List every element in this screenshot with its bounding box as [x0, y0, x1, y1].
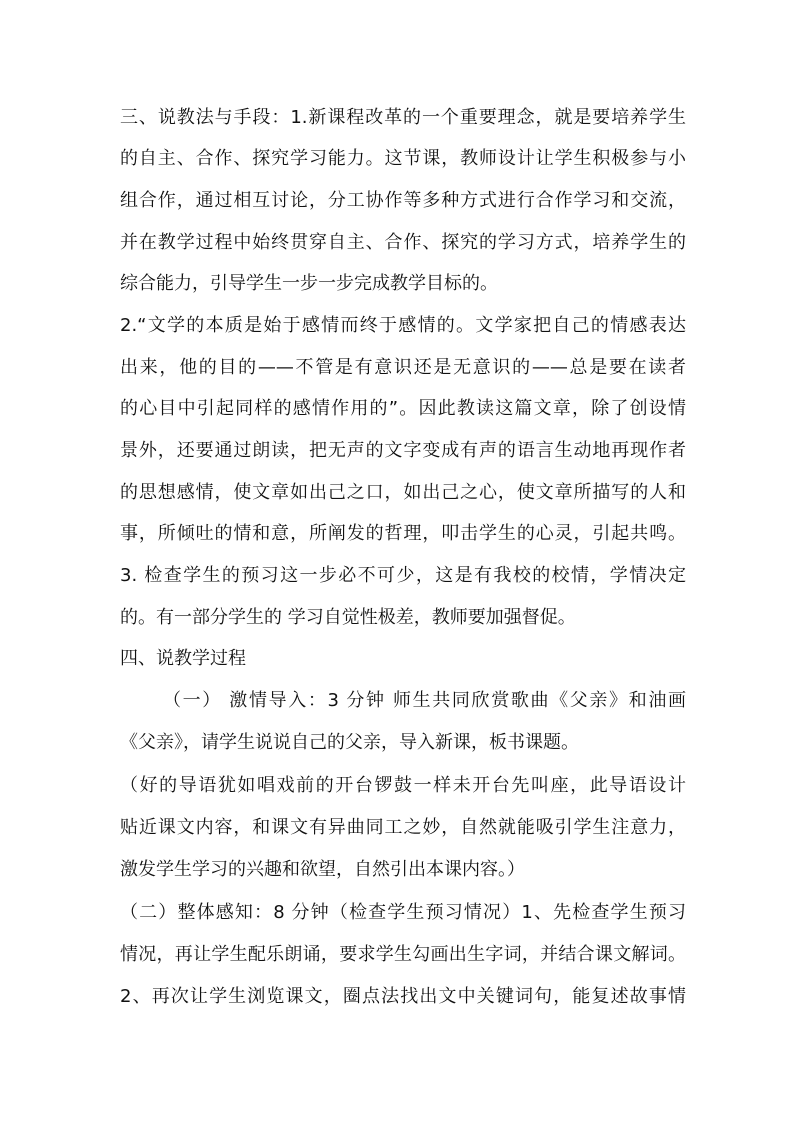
text-line: 并在教学过程中始终贯穿自主、合作、探究的学习方式，培养学生的	[120, 232, 686, 253]
text-line: 的自主、合作、探究学习能力。这节课，教师设计让学生积极参与小	[120, 148, 686, 169]
text-line: 的心目中引起同样的感情作用的”。因此教读这篇文章，除了创设情	[120, 398, 686, 419]
text-line: 组合作，通过相互讨论，分工协作等多种方式进行合作学习和交流，	[120, 190, 686, 211]
text-line: 的思想感情，使文章如出己之口，如出己之心，使文章所描写的人和	[120, 482, 686, 503]
section-heading: 四、说教学过程	[120, 648, 246, 669]
text-line: 2、再次让学生浏览课文，圈点法找出文中关键词句，能复述故事情	[120, 986, 686, 1007]
text-line: 《父亲》，请学生说说自己的父亲，导入新课，板书课题。	[120, 732, 579, 753]
text-line: 2.“文学的本质是始于感情而终于感情的。文学家把自己的情感表达	[120, 315, 686, 336]
text-line: 事，所倾吐的情和意，所阐发的哲理，叩击学生的心灵，引起共鸣。	[120, 523, 686, 544]
text-line: 出来，他的目的——不管是有意识还是无意识的——总是要在读者	[120, 357, 686, 378]
text-line: 情况，再让学生配乐朗诵，要求学生勾画出生字词，并结合课文解词。	[120, 944, 686, 965]
text-line: 三、说教法与手段：1.新课程改革的一个重要理念，就是要培养学生	[120, 107, 686, 128]
text-line: （二）整体感知：8 分钟（检查学生预习情况）1、先检查学生预习	[120, 902, 686, 923]
text-line: （好的导语犹如唱戏前的开台锣鼓一样未开台先叫座，此导语设计	[120, 775, 686, 796]
text-line: 贴近课文内容，和课文有异曲同工之妙，自然就能吸引学生注意力，	[120, 817, 686, 838]
text-line: （一） 激情导入：3 分钟 师生共同欣赏歌曲《父亲》和油画	[163, 690, 686, 711]
text-line: 综合能力，引导学生一步一步完成教学目标的。	[120, 273, 498, 294]
text-line: 3. 检查学生的预习这一步必不可少，这是有我校的校情，学情决定	[120, 565, 686, 586]
text-line: 景外，还要通过朗读，把无声的文字变成有声的语言生动地再现作者	[120, 440, 686, 461]
text-line: 激发学生学习的兴趣和欲望，自然引出本课内容。）	[120, 859, 525, 880]
text-line: 的。有一部分学生的 学习自觉性极差，教师要加强督促。	[120, 607, 576, 628]
